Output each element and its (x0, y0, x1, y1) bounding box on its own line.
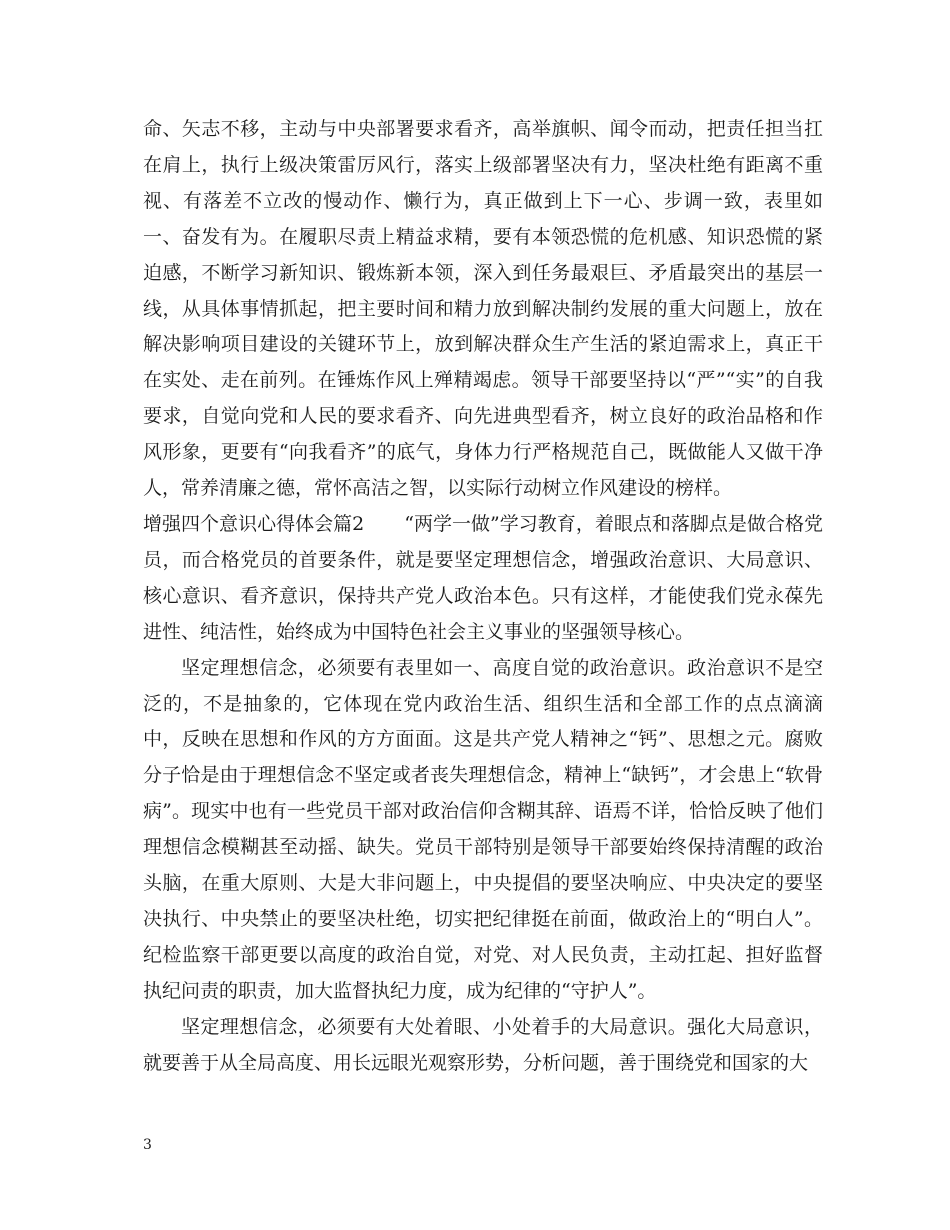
paragraph-section-2 (143, 507, 823, 651)
page-number: 3 (143, 1137, 152, 1153)
document-body (143, 112, 823, 1081)
paragraph-political-awareness: 坚定理想信念，必须要有表里如一、高度自觉的政治意识。政治意识不是空泛的，不是抽象的，它体现在党内政治生活、组织生活和全部工作的点点滴滴中，反映在思想和作风的方方面面。这是共产党人精神之“钙”、思想之元。腐败分子恰是由于理想信念不坚定或者丧失理想信念，精神上“缺钙”，才会患上“软骨病”。现实中也有一些党员干部对政治信仰含糊其辞、语焉不详，恰恰反映了他们理想信念模糊甚至动摇、缺失。党员干部特别是领导干部要始终保持清醒的政治头脑，在重大原则、大是大非问题上，中央提倡的要坚决响应、中央决定的要坚决执行、中央禁止的要坚决杜绝，切实把纪律挺在前面，做政治上的“明白人”。纪检监察干部更要以高度的政治自觉，对党、对人民负责，主动扛起、担好监督执纪问责的职责，加大监督执纪力度，成为纪律的“守护人”。 (143, 656, 823, 1002)
paragraph-overall-awareness: 坚定理想信念，必须要有大处着眼、小处着手的大局意识。强化大局意识，就要善于从全局高度、用长远眼光观察形势，分析问题，善于围绕党和国家的大 (143, 1015, 823, 1074)
section-heading: 增强四个意识心得体会篇2 (143, 512, 365, 535)
section-intro-text: “两学一做”学习教育，着眼点和落脚点是做合格党员，而合格党员的首要条件，就是要坚定理想信念，增强政治意识、大局意识、核心意识、看齐意识，保持共产党人政治本色。只有这样，才能使我们党永葆先进性、纯洁性，始终成为中国特色社会主义事业的坚强领导核心。 (143, 512, 823, 643)
paragraph-continuation: 命、矢志不移，主动与中央部署要求看齐，高举旗帜、闻令而动，把责任担当扛在肩上，执行上级决策雷厉风行，落实上级部署坚决有力，坚决杜绝有距离不重视、有落差不立改的慢动作、懒行为，真正做到上下一心、步调一致，表里如一、奋发有为。在履职尽责上精益求精，要有本领恐慌的危机感、知识恐慌的紧迫感，不断学习新知识、锻炼新本领，深入到任务最艰巨、矛盾最突出的基层一线，从具体事情抓起，把主要时间和精力放到解决制约发展的重大问题上，放在解决影响项目建设的关键环节上，放到解决群众生产生活的紧迫需求上，真正干在实处、走在前列。在锤炼作风上殚精竭虑。领导干部要坚持以“严”“实”的自我要求，自觉向党和人民的要求看齐、向先进典型看齐，树立良好的政治品格和作风形象，更要有“向我看齐”的底气，身体力行严格规范自己，既做能人又做干净人，常养清廉之德，常怀高洁之智，以实际行动树立作风建设的榜样。 (143, 118, 823, 500)
